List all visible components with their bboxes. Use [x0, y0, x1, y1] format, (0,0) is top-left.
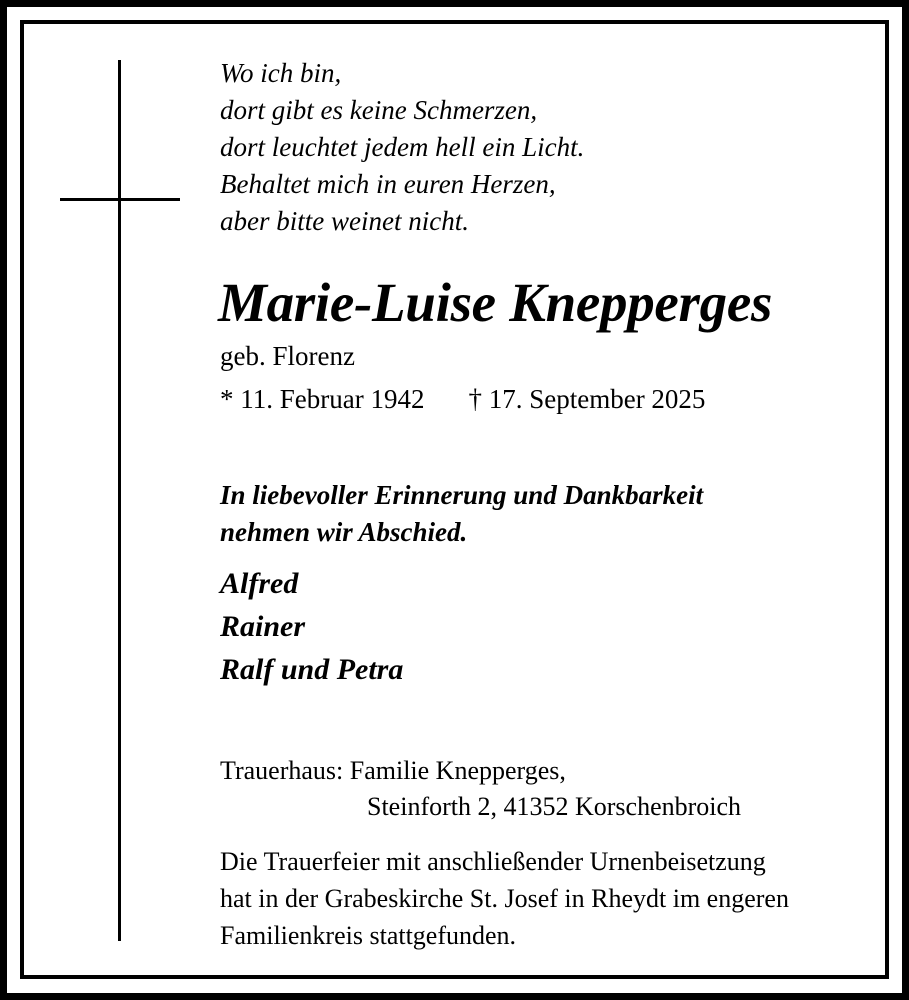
poem-line: dort gibt es keine Schmerzen,	[220, 95, 538, 125]
ceremony-line: hat in der Grabeskirche St. Josef in Rheydt im engeren	[220, 884, 789, 913]
farewell-line: nehmen wir Abschied.	[220, 517, 468, 547]
poem	[220, 55, 584, 240]
mourner: Alfred	[220, 567, 299, 600]
mourner: Ralf und Petra	[220, 653, 404, 686]
trauerhaus-family: Familie Knepperges,	[349, 756, 566, 785]
ceremony-line: Die Trauerfeier mit anschließender Urnenbeisetzung	[220, 847, 766, 876]
birth-date: * 11. Februar 1942	[220, 384, 425, 414]
birth-name: geb. Florenz	[220, 341, 355, 371]
cross-horizontal-bar	[60, 198, 180, 201]
deceased-name: Marie-Luise Knepperges	[218, 272, 773, 333]
ceremony-notice	[220, 843, 789, 954]
mourner: Rainer	[220, 610, 306, 643]
poem-line: aber bitte weinet nicht.	[220, 206, 469, 236]
cross-vertical-bar	[118, 60, 121, 941]
trauerhaus-address	[220, 753, 741, 825]
trauerhaus-label: Trauerhaus:	[220, 756, 344, 785]
trauerhaus-street: Steinforth 2, 41352 Korschenbroich	[367, 792, 742, 821]
death-date: † 17. September 2025	[468, 384, 706, 414]
mourners-list	[220, 562, 403, 691]
poem-line: Wo ich bin,	[220, 58, 342, 88]
farewell-text	[220, 477, 703, 551]
poem-line: dort leuchtet jedem hell ein Licht.	[220, 132, 585, 162]
farewell-line: In liebevoller Erinnerung und Dankbarkeit	[220, 480, 704, 510]
ceremony-line: Familienkreis stattgefunden.	[220, 921, 517, 950]
life-dates	[220, 381, 705, 417]
poem-line: Behaltet mich in euren Herzen,	[220, 169, 556, 199]
